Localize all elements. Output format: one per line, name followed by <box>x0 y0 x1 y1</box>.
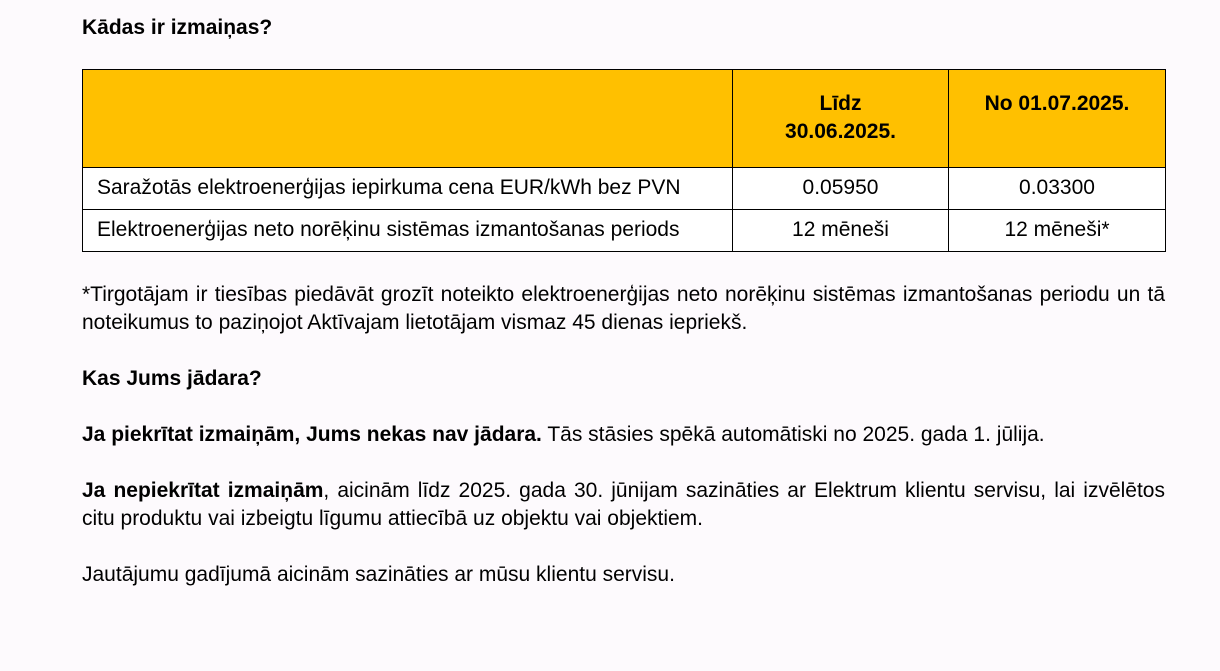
section-title-changes: Kādas ir izmaiņas? <box>82 16 273 39</box>
table-row <box>83 168 1166 210</box>
value-after: 0.03300 <box>949 168 1166 210</box>
header-until-value: 30.06.2025. <box>785 120 896 143</box>
row-label-netting-period: Elektroenerģijas neto norēķinu sistēmas izmantošanas periods <box>83 210 733 252</box>
footnote-text: *Tirgotājam ir tiesības piedāvāt grozīt noteikto elektroenerģijas neto norēķinu sistēmas izmantošanas periodu un tā noteikumus to paziņojot Aktīvajam lietotājam vismaz 45 dienas iepriekš. <box>82 283 1165 334</box>
value-before: 12 mēneši <box>733 210 949 252</box>
table-row <box>83 210 1166 252</box>
header-until-label: Līdz <box>819 92 862 115</box>
value-before: 0.05950 <box>733 168 949 210</box>
contact-paragraph: Jautājumu gadījumā aicinām sazināties ar mūsu klientu servisu. <box>82 563 675 586</box>
agree-rest: Tās stāsies spēkā automātiski no 2025. gada 1. jūlija. <box>541 423 1045 446</box>
changes-table <box>82 69 1166 252</box>
disagree-rest: , aicinām līdz 2025. gada 30. jūnijam sazināties ar Elektrum klientu servisu, lai izvēlētos citu produktu vai izbeigtu līgumu attiecībā uz objektu vai objektiem. <box>82 479 1165 530</box>
row-label-purchase-price: Saražotās elektroenerģijas iepirkuma cena EUR/kWh bez PVN <box>83 168 733 210</box>
agree-bold: Ja piekrītat izmaiņām, Jums nekas nav jādara. <box>82 423 542 446</box>
disagree-paragraph <box>82 477 1165 533</box>
header-until-date <box>733 70 949 168</box>
table-header-row <box>83 70 1166 168</box>
section-title-what-to-do: Kas Jums jādara? <box>82 367 262 390</box>
value-after: 12 mēneši* <box>949 210 1166 252</box>
header-from-date: No 01.07.2025. <box>949 70 1166 168</box>
content-column <box>82 14 1165 589</box>
agree-paragraph <box>82 421 1165 449</box>
header-empty-cell <box>83 70 733 168</box>
disagree-bold: Ja nepiekrītat izmaiņām <box>82 479 324 502</box>
